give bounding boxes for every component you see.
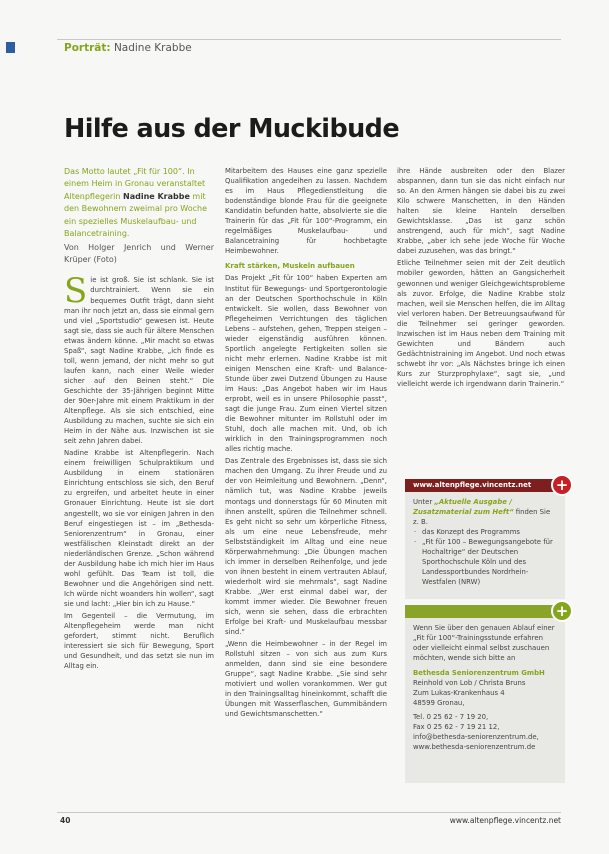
list-item: · „Fit für 100 – Bewegungsangebote für Hochaltrige“ der Deutschen Sporthochschule Köln und des Landessportbundes Nordrhein-Westfalen (NRW)	[420, 537, 557, 587]
address-line: 48599 Gronau,	[413, 699, 465, 707]
body-paragraph: Das Projekt „Fit für 100“ haben Experten am Institut für Bewegungs- und Sportgerontologie an der Deutschen Sporthochschule in Köln entwickelt. Sie wollen, dass Bewohner von Pflegeheimen Verrichtungen des täglichen Lebens – aufstehen, gehen, Treppen steigen – wieder eigenständig ausführen können. Sportlich angelegte Fertigkeiten sollen sie nicht mehr erlernen. Nadine Krabbe ist mit einigen Menschen eine Kraft- und Balance-Stunde über zwei Dutzend Übungen zu Hause im Haus: „Das Angebot haben wir im Haus erprobt, weil es in unsere Philosophie passt“, sagt die junge Frau. Zum einen Viertel sitzen die Bewohner mitunter im Rollstuhl oder im Stuhl, doch alle machen mit. Und, ob ich wirklich in den Trainingsprogrammen noch alles richtig mache.	[225, 274, 387, 454]
contact-info-box	[405, 602, 569, 783]
email-link[interactable]: info@bethesda-seniorenzentrum.de,	[413, 733, 539, 741]
body-paragraph: Mitarbeitern des Hauses eine ganz spezielle Qualifikation angedeihen zu lassen. Nachdem es im Haus Pflegedienstleitung die bodenständige blonde Frau für die geeignete Kandidatin befunden hatte, absolvierte sie die Trainerin für das „Fit für 100“-Programm, ein regelmäßiges Muskelaufbau- und Balancetraining für hochbetagte Heimbewohner.	[225, 167, 387, 256]
kicker-name: Nadine Krabbe	[113, 42, 192, 54]
contact-box-header	[405, 605, 565, 618]
address-line: Reinhold von Lob / Christa Bruns	[413, 679, 526, 687]
body-paragraph: Nadine Krabbe ist Altenpflegerin. Nach einem freiwilligen Schulpraktikum und Ausbildung in einem stationären Einrichtung entschloss sie sich, den Beruf zu ergreifen, und arbeitet heute in einer Gronauer Einrichtung. Heute ist sie dort angestellt, wo sie vor einigen Jahren in den Beruf eingestiegen ist – im „Bethesda-Seniorenzentrum“ in Gronau, einer westfälischen Kleinstadt direkt an der niederländischen Grenze. „Schon während der Ausbildung habe ich mich hier im Haus wohl gefühlt. Das Team ist toll, die Bewohner und die Angehörigen sind nett. Ich würde nicht woanders hin wollen“, sagt sie und lacht: „Hier bin ich zu Hause.“	[64, 449, 214, 608]
contact-line: Tel. 0 25 62 - 7 19 20,	[413, 713, 489, 721]
web-box-intro	[413, 497, 557, 527]
web-box-list	[413, 527, 557, 587]
lead-paragraph	[64, 166, 214, 240]
list-item: · das Konzept des Programms	[420, 527, 557, 537]
body-paragraph: „Wenn die Heimbewohner – in der Regel im Rollstuhl sitzen – von sich aus zum Kurs anmelden, dann sind sie eine besondere Gruppe“, sagt Nadine Krabbe. „Sie sind sehr motiviert und wollen vorankommen. Wer gut in den Trainingsalltag hineinkommt, schafft die Übungen mit Wasserflaschen, Gummibändern und Gewichtsmanschetten.“	[225, 640, 387, 719]
web-box-header[interactable]: www.altenpflege.vincentz.net	[405, 479, 565, 492]
plus-icon: +	[551, 474, 573, 496]
web-box-body	[405, 492, 565, 587]
body-paragraph: Etliche Teilnehmer seien mit der Zeit deutlich mobiler geworden, hätten an Gangsicherheit gewonnen und weniger Gleichgewichtsprobleme als zuvor. Erfolge, die Nadine Krabbe stolz machen, weil sie Menschen helfen, die im Alltag viel verloren haben. Der Betreuungsaufwand für die Teilnehmer sei geringer geworden. Inzwischen ist im Haus neben dem Training mit Gewichten und Bändern auch Gedächtnistraining im Angebot. Und noch etwas schwebt ihr vor: „Als Nächstes bringe ich einen Kurs zur Sturzprophylaxe“, sagt sie, „und vielleicht werde ich irgendwann darin Trainerin.“	[397, 259, 566, 388]
kicker-prefix: Porträt:	[64, 42, 111, 54]
article-title: Hilfe aus der Muckibude	[64, 114, 400, 144]
column-3	[397, 166, 565, 391]
intro-text: Unter	[413, 498, 435, 506]
subheading: Kraft stärken, Muskeln aufbauen	[225, 262, 355, 271]
org-name: Bethesda Seniorenzentrum GmbH	[413, 669, 545, 677]
contact-line: Fax 0 25 62 - 7 19 21 12,	[413, 723, 500, 731]
body-paragraph: Das Zentrale des Ergebnisses ist, dass sie sich machen den Umgang. Zu ihrer Freude und zu der von Heimleitung und Bewohnern. „Denn“, nämlich tut, was Nadine Krabbe jeweils montags und donnerstags für 60 Minuten mit ihnen anstellt, spüren die Teilnehmer schnell. Es geht nicht so sehr um körperliche Fitness, als um eine neue Lebensfreude, mehr Selbstständigkeit im Alltag und eine neue Körperwahrnehmung: „Die Übungen machen ich immer in derselben Reihenfolge, und jede von ihnen besteht in einem vertrauten Ablauf, wiederholt wird sie mehrmals“, sagt Nadine Krabbe. „Wer erst einmal dabei war, der kommt immer wieder. Die Bewohner freuen sich, wenn sie sehen, dass die erbrachten Erfolge bei Kraft- und Muskelaufbau messbar sind.“	[225, 457, 387, 637]
lead-name: Nadine Krabbe	[123, 191, 190, 201]
download-link[interactable]: „Aktuelle Ausgabe / Zusatzmaterial zum Heft“	[413, 498, 514, 516]
contact-intro: Wenn Sie über den genauen Ablauf einer „Fit für 100“-Trainingsstunde erfahren oder vielleicht einmal selbst zuschauen möchten, wende sich bitte an	[413, 624, 555, 662]
section-kicker	[64, 42, 192, 54]
byline: Von Holger Jenrich und Werner Krüper (Foto)	[64, 243, 214, 265]
contact-box-body	[405, 618, 565, 752]
page-number: 40	[60, 816, 71, 825]
address-line: Zum Lukas-Krankenhaus 4	[413, 689, 505, 697]
body-paragraph: Im Gegenteil – die Vermutung, im Altenpflegeheim werde man nicht gefordert, stimmt nicht. Beruflich interessiert sie sich für Bewegung, Sport und Gesundheit, und das setzt sie nun im Alltag ein.	[64, 611, 214, 671]
column-1	[64, 166, 214, 673]
drop-cap: S	[64, 271, 88, 312]
body-text: ie ist groß. Sie ist schlank. Sie ist durchtrainiert. Wenn sie ein bequemes Outfit trägt, dann sieht man ihr noch jetzt an, dass sie einmal gern und viel „Sportstudio“ gewesen ist. Heute sagt sie, dass sie auch für ältere Menschen etwas ändern könne. „Mir macht so etwas Spaß“, sagt Nadine Krabbe, „ich finde es toll, wenn jemand, der nicht mehr so gut laufen kann, nach einer Weile wieder sicher auf den Beinen steht.“ Die Geschichte der 35-Jährigen beginnt Mitte der 90er-Jahre mit einem Praktikum in der Altenpflege. Als sie sich entschied, eine Ausbildung zu machen, suchte sie sich ein Heim in der Nähe aus. Inzwischen ist sie seit zehn Jahren dabei.	[64, 276, 214, 446]
body-paragraph: ihre Hände ausbreiten oder den Blazer abspannen, dann tun sie das nicht einfach nur so. An den Armen hängen sie dabei bis zu zwei Kilo schwere Manschetten, in den Händen halten sie kleine Hanteln derselben Gewichtsklasse. „Das ist ganz schön anstrengend, auch für mich“, sagt Nadine Krabbe, „aber ich sehe jede Woche für Woche dabei zuzusehen, was das bringt.“	[397, 167, 565, 256]
lead-text-2: mit den Bewohnern zweimal pro Woche ein spezielles Muskelaufbau- und Balancetraining.	[64, 191, 207, 239]
footer-url[interactable]: www.altenpflege.vincentz.net	[449, 816, 561, 825]
intro-text-2: finden Sie z. B.	[413, 508, 551, 526]
body-paragraph	[64, 271, 214, 446]
web-info-box	[405, 476, 569, 599]
column-2	[225, 166, 387, 722]
lead-text: Das Motto lautet „Fit für 100“. In einem Heim in Gronau veranstaltet Altenpflegerin	[64, 167, 206, 201]
website-link[interactable]: www.bethesda-seniorenzentrum.de	[413, 743, 536, 751]
plus-icon: +	[551, 600, 573, 622]
page-edge-marker	[6, 42, 15, 53]
bottom-rule	[57, 812, 561, 813]
